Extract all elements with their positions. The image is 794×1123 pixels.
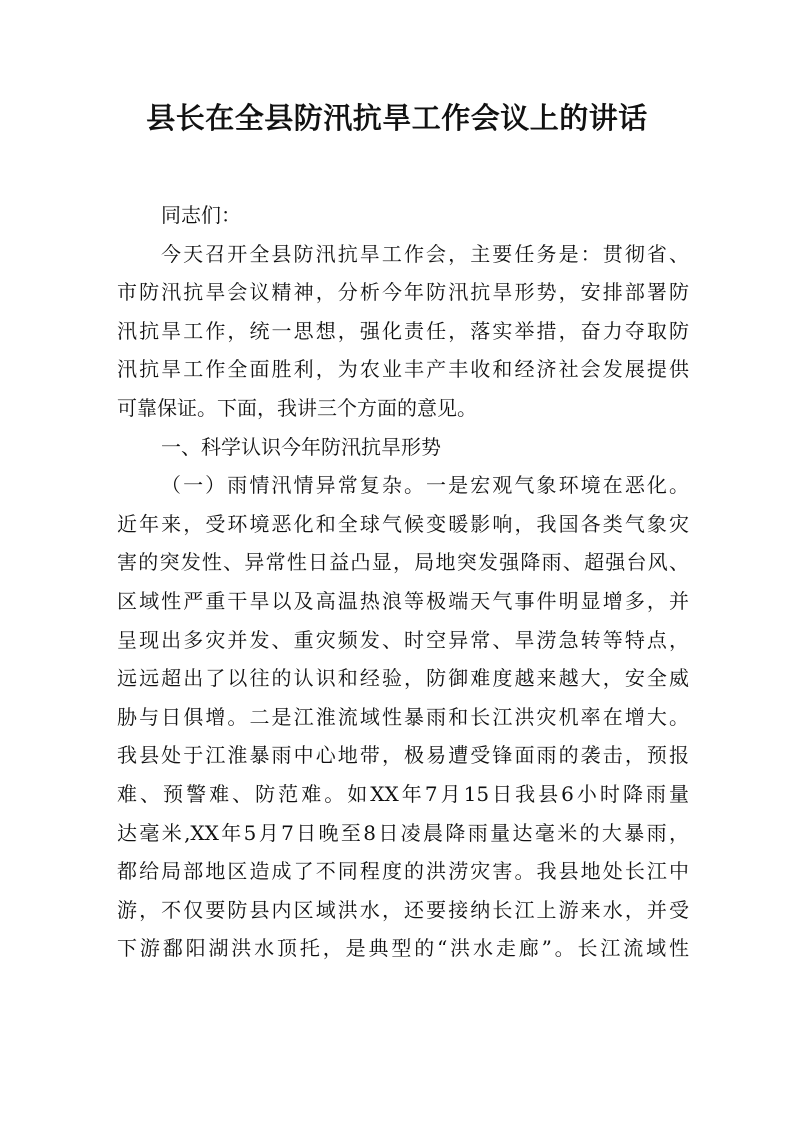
text-line: 害的突发性、异常性日益凸显，局地突发强降雨、超强台风、 [117, 550, 689, 575]
text-line: 达毫米,XX年5月7日晚至8日凌晨降雨量达毫米的大暴雨， [117, 820, 689, 845]
text-line: 今天召开全县防汛抗旱工作会，主要任务是：贯彻省、 [161, 241, 689, 266]
text-line: 可靠保证。下面，我讲三个方面的意见。 [117, 395, 477, 420]
text-line: 难、预警难、防范难。如XX年7月15日我县6小时降雨量 [117, 781, 689, 806]
text-line: 胁与日俱增。二是江淮流域性暴雨和长江洪灾机率在增大。 [117, 704, 689, 729]
text-line: 近年来，受环境恶化和全球气候变暖影响，我国各类气象灾 [117, 511, 689, 536]
text-line: 同志们： [161, 203, 241, 227]
document-body [117, 196, 689, 968]
document-title: 县长在全县防汛抗旱工作会议上的讲话 [146, 101, 648, 135]
text-line: 一、科学认识今年防汛抗旱形势 [161, 434, 441, 459]
text-line: （一）雨情汛情异常复杂。一是宏观气象环境在恶化。 [161, 473, 689, 498]
text-line: 区域性严重干旱以及高温热浪等极端天气事件明显增多，并 [117, 588, 689, 613]
text-line: 都给局部地区造成了不同程度的洪涝灾害。我县地处长江中 [117, 859, 689, 884]
text-line: 远远超出了以往的认识和经验，防御难度越来越大，安全威 [117, 666, 689, 691]
text-line: 市防汛抗旱会议精神，分析今年防汛抗旱形势，安排部署防 [117, 280, 689, 305]
text-line: 汛抗旱工作，统一思想，强化责任，落实举措，奋力夺取防 [117, 318, 689, 343]
text-line: 汛抗旱工作全面胜利，为农业丰产丰收和经济社会发展提供 [117, 357, 689, 382]
text-line: 游，不仅要防县内区域洪水，还要接纳长江上游来水，并受 [117, 897, 689, 922]
text-line: 呈现出多灾并发、重灾频发、时空异常、旱涝急转等特点， [117, 627, 689, 652]
text-line: 下游鄱阳湖洪水顶托，是典型的“洪水走廊”。长江流域性 [117, 936, 689, 961]
text-line: 我县处于江淮暴雨中心地带，极易遭受锋面雨的袭击，预报 [117, 743, 689, 768]
